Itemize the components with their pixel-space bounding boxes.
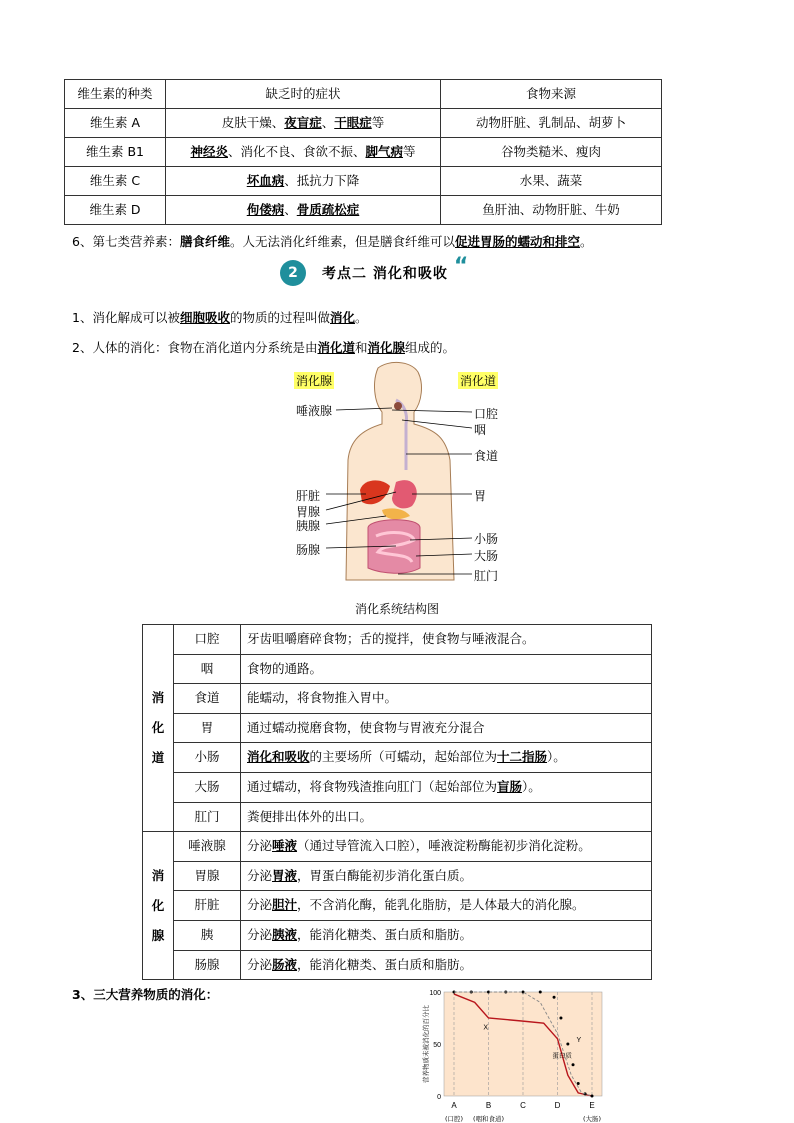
table-row <box>65 167 662 196</box>
organ-description: 粪便排出体外的出口。 <box>241 802 652 832</box>
diagram-label-pharynx: 咽 <box>474 423 487 437</box>
series-label-protein: 蛋白质 <box>552 1051 572 1060</box>
table-header: 维生素的种类 <box>65 80 166 109</box>
vitamin-source: 鱼肝油、动物肝脏、牛奶 <box>441 196 662 225</box>
diagram-label-liver: 肝脏 <box>296 489 321 503</box>
x-tick-label: E <box>589 1101 595 1110</box>
series-point-Y <box>539 991 542 994</box>
table-row <box>143 920 652 950</box>
digestion-chart <box>414 984 614 1122</box>
vitamin-name: 维生素 C <box>65 167 166 196</box>
table-row <box>143 802 652 832</box>
y-tick-label: 100 <box>429 990 441 997</box>
organ-description: 分泌胃液，胃蛋白酶能初步消化蛋白质。 <box>241 861 652 891</box>
y-tick-label: 50 <box>433 1042 441 1049</box>
series-point-Y <box>572 1063 575 1066</box>
series-point-Y <box>553 996 556 999</box>
diagram-label-stomach: 胃 <box>474 489 487 503</box>
vitamin-symptom: 神经炎、消化不良、食欲不振、脚气病等 <box>166 138 441 167</box>
x-tick-label: C <box>520 1101 526 1110</box>
digestive-organ-table <box>142 624 652 980</box>
section-title: 考点二 消化和吸收 <box>322 266 448 282</box>
diagram-label-esophagus: 食道 <box>474 449 499 463</box>
diagram-label-pancreas: 胰腺 <box>296 519 321 533</box>
table-row <box>143 743 652 773</box>
vitamin-source: 动物肝脏、乳制品、胡萝卜 <box>441 109 662 138</box>
vitamin-name: 维生素 B1 <box>65 138 166 167</box>
group-cell-digestive-glands: 消 化 腺 <box>143 832 174 980</box>
organ-name: 食道 <box>174 684 241 714</box>
diagram-caption: 消化系统结构图 <box>354 602 439 616</box>
organ-name: 胃腺 <box>174 861 241 891</box>
table-row <box>65 109 662 138</box>
diagram-label-salivary-gland: 唾液腺 <box>296 404 333 418</box>
group-cell-digestive-tract: 消 化 道 <box>143 625 174 832</box>
diagram-label-anus: 肛门 <box>474 569 499 583</box>
table-row <box>143 950 652 980</box>
organ-description: 能蠕动，将食物推入胃中。 <box>241 684 652 714</box>
section-number-badge: 2 <box>280 260 306 286</box>
table-header: 食物来源 <box>441 80 662 109</box>
organ-description: 牙齿咀嚼磨碎食物；舌的搅拌，使食物与唾液混合。 <box>241 625 652 655</box>
vitamin-name: 维生素 A <box>65 109 166 138</box>
vitamin-name: 维生素 D <box>65 196 166 225</box>
table-row <box>143 891 652 921</box>
table-row <box>143 684 652 714</box>
x-category-note: (口腔) <box>444 1115 464 1122</box>
table-row <box>143 713 652 743</box>
organ-name: 胃 <box>174 713 241 743</box>
x-category-note: (咽和食道) <box>472 1115 505 1122</box>
table-row <box>65 138 662 167</box>
section-heading <box>280 253 469 288</box>
series-point-Y <box>577 1082 580 1085</box>
x-category-note: (大肠) <box>582 1115 602 1122</box>
digestive-glands-title: 消化腺 <box>296 374 333 388</box>
vitamin-table <box>64 79 662 225</box>
paragraph-3: 3、三大营养物质的消化： <box>72 987 219 1002</box>
table-row <box>143 772 652 802</box>
organ-name: 肠腺 <box>174 950 241 980</box>
organ-description: 分泌胆汁，不含消化酶，能乳化脂肪，是人体最大的消化腺。 <box>241 891 652 921</box>
table-row <box>143 625 652 655</box>
table-header-row <box>65 80 662 109</box>
table-row <box>143 654 652 684</box>
vitamin-source: 水果、蔬菜 <box>441 167 662 196</box>
paragraph-1: 1、消化解成可以被细胞吸收的物质的过程叫做消化。 <box>72 310 368 325</box>
y-axis-label: 营养物质未被消化的百分比 <box>422 1005 430 1083</box>
organ-name: 咽 <box>174 654 241 684</box>
y-tick-label: 0 <box>437 1094 441 1101</box>
vitamin-source: 谷物类糙米、瘦肉 <box>441 138 662 167</box>
series-point-Y <box>566 1043 569 1046</box>
x-tick-label: A <box>451 1101 457 1110</box>
diagram-label-mouth: 口腔 <box>474 407 499 421</box>
quote-icon: “ <box>453 253 469 279</box>
vitamin-symptom: 坏血病、抵抗力下降 <box>166 167 441 196</box>
series-label-Y: Y <box>576 1036 582 1044</box>
table-row <box>65 196 662 225</box>
diagram-label-intestinal-gland: 肠腺 <box>296 543 321 557</box>
fiber-paragraph: 6、第七类营养素：膳食纤维。人无法消化纤维素，但是膳食纤维可以促进胃肠的蠕动和排空。 <box>72 234 593 249</box>
organ-name: 口腔 <box>174 625 241 655</box>
organ-description: 通过蠕动搅磨食物，使食物与胃液充分混合 <box>241 713 652 743</box>
table-row <box>143 832 652 862</box>
organ-description: 通过蠕动，将食物残渣推向肛门（起始部位为盲肠）。 <box>241 772 652 802</box>
series-label-X: X <box>483 1024 488 1032</box>
organ-description: 分泌肠液，能消化糖类、蛋白质和脂肪。 <box>241 950 652 980</box>
table-row <box>143 861 652 891</box>
x-tick-label: D <box>554 1101 561 1110</box>
organ-name: 小肠 <box>174 743 241 773</box>
vitamin-symptom: 佝偻病、骨质疏松症 <box>166 196 441 225</box>
series-point-Y <box>591 1095 594 1098</box>
diagram-label-large-intestine: 大肠 <box>474 549 499 563</box>
digestive-tract-title: 消化道 <box>460 374 497 388</box>
paragraph-2: 2、人体的消化：食物在消化道内分系统是由消化道和消化腺组成的。 <box>72 340 456 355</box>
x-tick-label: B <box>485 1101 492 1110</box>
vitamin-symptom: 皮肤干燥、夜盲症、干眼症等 <box>166 109 441 138</box>
organ-description: 消化和吸收的主要场所（可蠕动，起始部位为十二指肠）。 <box>241 743 652 773</box>
digestive-system-diagram <box>286 360 516 592</box>
table-header: 缺乏时的症状 <box>166 80 441 109</box>
organ-name: 大肠 <box>174 772 241 802</box>
organ-name: 胰 <box>174 920 241 950</box>
organ-description: 分泌唾液（通过导管流入口腔），唾液淀粉酶能初步消化淀粉。 <box>241 832 652 862</box>
diagram-label-gastric-gland: 胃腺 <box>296 505 321 519</box>
series-point-Y <box>559 1017 562 1020</box>
organ-description: 食物的通路。 <box>241 654 652 684</box>
organ-name: 肛门 <box>174 802 241 832</box>
diagram-label-small-intestine: 小肠 <box>474 532 499 546</box>
organ-description: 分泌胰液，能消化糖类、蛋白质和脂肪。 <box>241 920 652 950</box>
organ-name: 唾液腺 <box>174 832 241 862</box>
organ-name: 肝脏 <box>174 891 241 921</box>
